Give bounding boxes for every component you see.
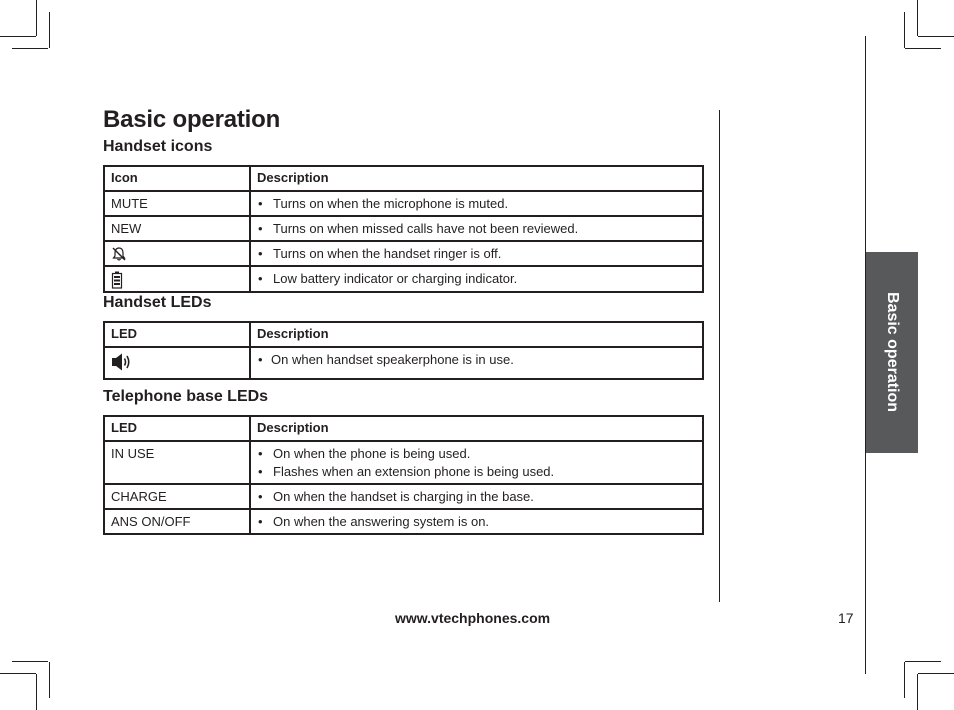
- handset-leds-heading: Handset LEDs: [103, 294, 212, 311]
- table-row: [104, 441, 703, 484]
- table-row: [104, 266, 703, 292]
- table-header-row: [104, 416, 703, 441]
- icon-label: MUTE: [104, 191, 250, 216]
- icon-label: NEW: [104, 216, 250, 241]
- crop-mark: [36, 674, 37, 710]
- crop-mark: [918, 36, 954, 37]
- crop-mark: [49, 662, 50, 698]
- description-text: • Flashes when an extension phone is being used.: [257, 463, 696, 481]
- page-title: Basic operation: [103, 106, 281, 133]
- crop-mark: [905, 661, 941, 662]
- crop-mark: [0, 673, 36, 674]
- crop-mark: [904, 662, 905, 698]
- crop-mark: [49, 12, 50, 48]
- description-cell: [250, 266, 703, 292]
- icon-cell: [104, 241, 250, 266]
- description-cell: [250, 191, 703, 216]
- table-header-row: [104, 166, 703, 191]
- table-row: [104, 216, 703, 241]
- description-cell: [250, 347, 703, 379]
- description-cell: [250, 484, 703, 509]
- crop-mark: [36, 0, 37, 36]
- led-label: ANS ON/OFF: [104, 509, 250, 534]
- table-row: [104, 509, 703, 534]
- ringer-off-icon: [111, 246, 243, 262]
- base-leds-table: [103, 415, 704, 535]
- crop-mark: [918, 673, 954, 674]
- column-header: LED: [104, 322, 250, 347]
- description-text: • On when the answering system is on.: [257, 513, 696, 531]
- crop-mark: [917, 0, 918, 36]
- handset-icons-table: [103, 165, 704, 293]
- crop-mark: [917, 674, 918, 710]
- column-header: Description: [250, 166, 703, 191]
- description-text: • On when handset speakerphone is in use.: [257, 351, 696, 369]
- column-header: Description: [250, 322, 703, 347]
- description-cell: [250, 241, 703, 266]
- icon-cell: [104, 266, 250, 292]
- column-header: Icon: [104, 166, 250, 191]
- column-header: LED: [104, 416, 250, 441]
- crop-mark: [905, 48, 941, 49]
- table-row: [104, 484, 703, 509]
- handset-leds-table: [103, 321, 704, 380]
- description-text: • Turns on when the microphone is muted.: [257, 195, 696, 213]
- table-header-row: [104, 322, 703, 347]
- description-text: • Turns on when missed calls have not been reviewed.: [257, 220, 696, 238]
- description-cell: [250, 509, 703, 534]
- column-header: Description: [250, 416, 703, 441]
- content-divider: [719, 110, 720, 602]
- description-cell: [250, 441, 703, 484]
- crop-mark: [904, 12, 905, 48]
- crop-mark: [12, 661, 48, 662]
- crop-mark: [0, 36, 36, 37]
- footer-url: www.vtechphones.com: [395, 610, 551, 626]
- handset-icons-heading: Handset icons: [103, 138, 213, 155]
- battery-icon: [111, 271, 243, 289]
- description-text: • On when the handset is charging in the base.: [257, 488, 696, 506]
- description-cell: [250, 216, 703, 241]
- crop-mark: [12, 48, 48, 49]
- description-text: • Turns on when the handset ringer is off.: [257, 245, 696, 263]
- table-row: [104, 347, 703, 379]
- description-text: • On when the phone is being used.: [257, 445, 696, 463]
- base-leds-heading: Telephone base LEDs: [103, 388, 269, 405]
- led-label: IN USE: [104, 441, 250, 484]
- speakerphone-icon: [111, 352, 243, 372]
- description-text: • Low battery indicator or charging indicator.: [257, 270, 696, 288]
- table-row: [104, 241, 703, 266]
- table-row: [104, 191, 703, 216]
- led-label: CHARGE: [104, 484, 250, 509]
- icon-cell: [104, 347, 250, 379]
- page-number: 17: [838, 610, 854, 626]
- section-tab-label: Basic operation: [884, 292, 901, 413]
